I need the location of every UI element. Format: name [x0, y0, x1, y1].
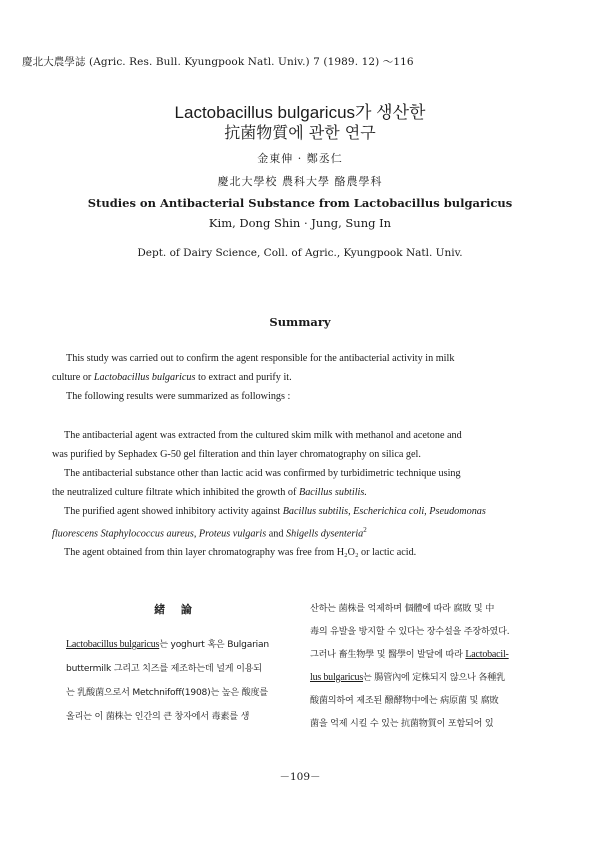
summary-line: was purified by Sephadex G-50 gel filteration and thin layer chromatography on silica gel.	[52, 449, 421, 460]
intro-right-line-6: 菌을 억제 시킬 수 있는 抗菌物質이 포함되어 있	[310, 719, 494, 729]
english-authors: Kim, Dong Shin · Jung, Sung In	[208, 216, 392, 230]
species-name: Bacillus subtilis, Escherichica coli, Pseudomonas	[282, 506, 486, 517]
english-affiliation: Dept. of Dairy Science, Coll. of Agric., Kyungpook Natl. Univ.	[137, 247, 463, 259]
intro-text: 그러나 畜生物學 및 醫學이 발달에 따라	[310, 650, 466, 660]
species-name: Bacillus subtilis.	[298, 487, 367, 498]
intro-text: 는 yoghurt 혹은 Bulgarian	[159, 640, 269, 650]
species-name: Lactobacil-	[465, 649, 509, 660]
intro-left-line-3: 는 乳酸菌으로서 Metchnifoff(1908)는 높은 酸度를	[66, 688, 268, 698]
summary-paragraph-1	[52, 349, 516, 406]
intro-left-line-4: 올리는 이 菌株는 인간의 큰 창자에서 毒素를 생	[66, 712, 250, 722]
intro-right-line-4	[310, 670, 505, 683]
title-line-1-text: Lactobacillus bulgaricus가 생산한	[174, 103, 426, 122]
english-title: Studies on Antibacterial Substance from Lactobacillus bulgaricus	[87, 196, 513, 210]
summary-line: The agent obtained from thin layer chromatography was free from H₂O₂ or lactic acid.	[64, 547, 417, 559]
summary-line: The antibacterial substance other than lactic acid was confirmed by turbidimetric technique using	[64, 468, 461, 479]
species-name: fluorescens Staphylococcus aureus, Proteus vulgaris	[52, 528, 267, 540]
summary-line	[52, 483, 516, 502]
intro-left-line-2: buttermilk 그리고 치즈를 제조하는데 널게 이용되	[66, 664, 262, 674]
species-name: lus bulgaricus	[310, 672, 364, 683]
authors-korean: 金東伸 · 鄭丞仁	[257, 152, 343, 165]
summary-line: The antibacterial agent was extracted from the cultured skim milk with methanol and acetone and	[64, 430, 462, 441]
summary-line: The following results were summarized as followings :	[66, 391, 291, 402]
summary-line	[52, 521, 516, 543]
summary-line	[64, 502, 516, 521]
intro-right-line-5: 酸菌의하여 제조된 醱酵物中에는 病原菌 및 腐敗	[310, 696, 499, 706]
running-header: 慶北大農學誌 (Agric. Res. Bull. Kyungpook Natl. Univ.) 7 (1989. 12) ～116	[22, 56, 414, 68]
summary-text: the neutralized culture filtrate which inhibited the growth of	[52, 487, 299, 498]
intro-text: 는 腸管內에 定株되지 않으나 各種乳	[363, 673, 506, 683]
summary-line	[52, 368, 516, 387]
species-name: Shigells dysenteria	[286, 528, 364, 540]
intro-right-line-3	[310, 647, 509, 660]
summary-paragraph-2	[52, 426, 516, 562]
summary-heading: Summary	[269, 315, 331, 329]
summary-line: This study was carried out to confirm the agent responsible for the antibacterial activity in milk	[66, 353, 455, 364]
title-line-2: 抗菌物質에 관한 연구	[224, 123, 376, 142]
intro-right-line-1: 산하는 菌株를 억제하며 個體에 따라 腐敗 및 中	[310, 604, 495, 614]
affiliation-korean: 慶北大學校 農科大學 酪農學科	[217, 175, 383, 188]
superscript: 2	[363, 526, 367, 534]
summary-text: and	[266, 528, 286, 540]
intro-right-line-2: 毒의 유발을 방지할 수 있다는 장수설을 주장하였다.	[310, 627, 510, 637]
page-number: －109－	[279, 771, 321, 783]
summary-text: to extract and purify it.	[195, 372, 292, 383]
intro-heading: 緒 論	[154, 603, 198, 616]
species-name: Lactobacillus bulgaricus	[93, 372, 196, 383]
summary-text: The purified agent showed inhibitory activity against	[64, 506, 283, 517]
species-name: Lactobacillus bulgaricus	[66, 639, 160, 650]
intro-left-line-1	[66, 637, 269, 650]
summary-text: culture or	[52, 372, 94, 383]
